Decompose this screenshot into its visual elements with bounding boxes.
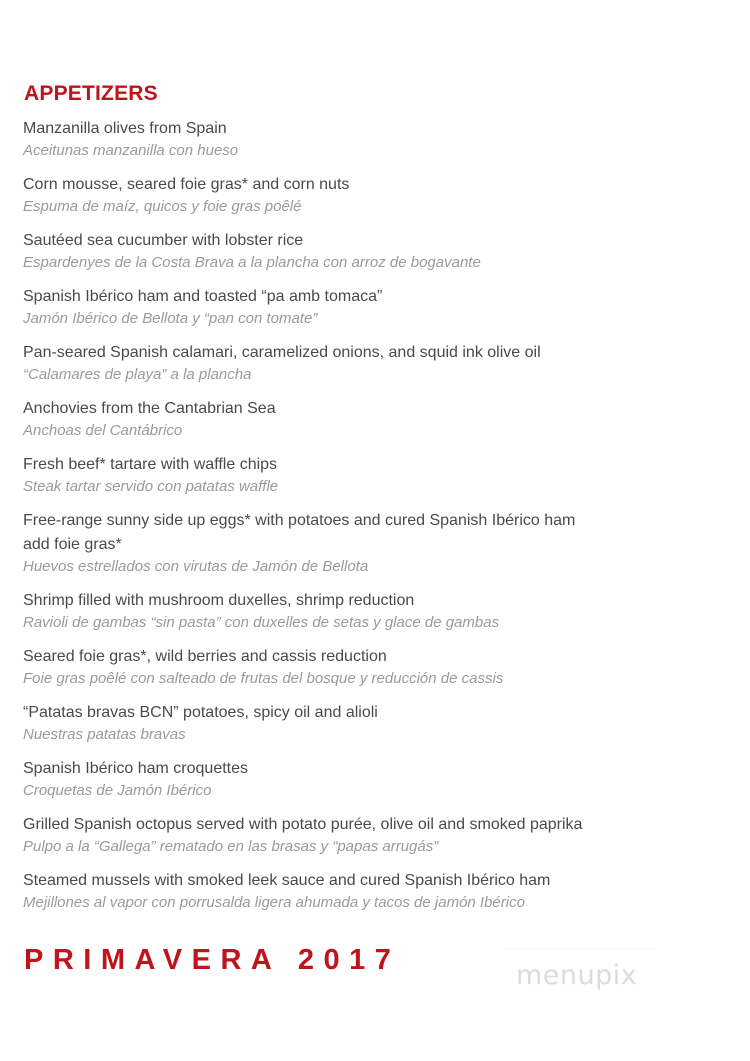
item-name-spanish: “Calamares de playa” a la plancha xyxy=(23,366,252,383)
item-name-spanish: Espardenyes de la Costa Brava a la plancha con arroz de bogavante xyxy=(23,254,481,271)
menu-item xyxy=(23,285,723,329)
menu-item xyxy=(23,645,723,689)
item-name-spanish: Foie gras poêlé con salteado de frutas del bosque y reducción de cassis xyxy=(23,670,504,687)
watermark-logo: menupix xyxy=(516,960,638,991)
item-name-english: Shrimp filled with mushroom duxelles, shrimp reduction xyxy=(23,592,415,609)
item-name-english: “Patatas bravas BCN” potatoes, spicy oil and alioli xyxy=(23,704,378,721)
menu-item xyxy=(23,341,723,385)
item-name-spanish: Huevos estrellados con virutas de Jamón de Bellota xyxy=(23,558,369,575)
item-name-spanish: Anchoas del Cantábrico xyxy=(23,422,183,439)
item-name-english: Fresh beef* tartare with waffle chips xyxy=(23,456,278,473)
menu-item xyxy=(23,813,723,857)
menu-item xyxy=(23,453,723,497)
menu-item xyxy=(23,229,723,273)
item-name-english: Sautéed sea cucumber with lobster rice xyxy=(23,232,304,249)
item-name-english: Spanish Ibérico ham croquettes xyxy=(23,760,249,777)
item-name-spanish: Ravioli de gambas “sin pasta” con duxelles de setas y glace de gambas xyxy=(23,614,500,631)
menu-item xyxy=(23,701,723,745)
item-name-spanish: Croquetas de Jamón Ibérico xyxy=(23,782,212,799)
item-name-english: Spanish Ibérico ham and toasted “pa amb tomaca” xyxy=(23,288,383,305)
item-name-english: Seared foie gras*, wild berries and cassis reduction xyxy=(23,648,387,665)
season-title: PRIMAVERA 2017 xyxy=(24,944,401,976)
item-name-spanish: Pulpo a la “Gallega” rematado en las brasas y “papas arrugás” xyxy=(23,838,439,855)
item-name-english: Manzanilla olives from Spain xyxy=(23,120,227,137)
item-name-english: Anchovies from the Cantabrian Sea xyxy=(23,400,276,417)
menu-item xyxy=(23,509,723,577)
item-name-spanish: Nuestras patatas bravas xyxy=(23,726,186,743)
menu-item xyxy=(23,869,723,913)
item-name-spanish: Jamón Ibérico de Bellota y “pan con tomate” xyxy=(23,310,318,327)
item-name-spanish: Mejillones al vapor con porrusalda ligera ahumada y tacos de jamón Ibérico xyxy=(23,894,525,911)
menu-item xyxy=(23,589,723,633)
item-name-spanish: Aceitunas manzanilla con hueso xyxy=(23,142,239,159)
item-name-english: Grilled Spanish octopus served with potato purée, olive oil and smoked paprika xyxy=(23,816,583,833)
menu-item xyxy=(23,397,723,441)
item-name-english: Steamed mussels with smoked leek sauce and cured Spanish Ibérico ham xyxy=(23,872,551,889)
menu-item xyxy=(23,757,723,801)
menu-item xyxy=(23,117,723,161)
watermark-decoration xyxy=(506,948,656,955)
section-title: APPETIZERS xyxy=(24,82,158,105)
item-name-spanish: Steak tartar servido con patatas waffle xyxy=(23,478,279,495)
item-name-english: Corn mousse, seared foie gras* and corn nuts xyxy=(23,176,350,193)
menu-item-list xyxy=(23,117,723,925)
item-name-spanish: Espuma de maíz, quicos y foie gras poêlé xyxy=(23,198,302,215)
menu-item xyxy=(23,173,723,217)
item-name-english: Pan-seared Spanish calamari, caramelized onions, and squid ink olive oil xyxy=(23,344,541,361)
item-name-english: Free-range sunny side up eggs* with potatoes and cured Spanish Ibérico ham add foie gras* xyxy=(23,512,576,553)
